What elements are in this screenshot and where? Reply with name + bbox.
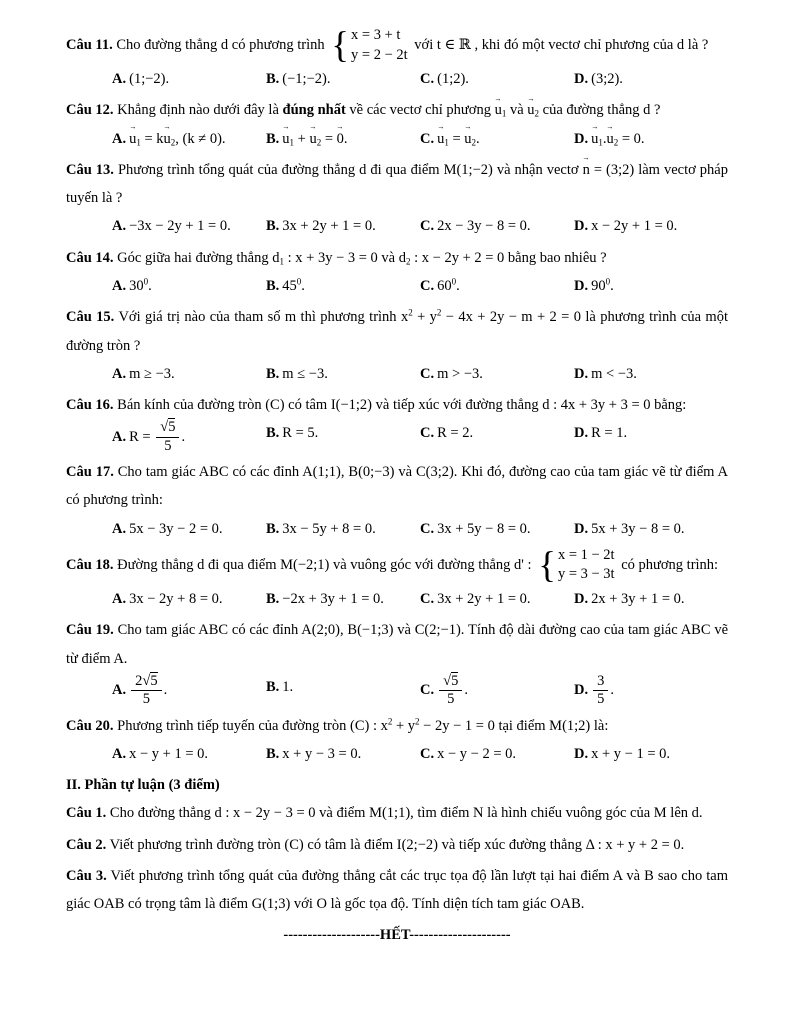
option-label: B.	[266, 218, 280, 235]
question-13-text: Phương trình tổng quát của đường thẳng d đi qua điểm M(1;−2) và nhận vectơ n → = (3;2) làm vectơ pháp tuyến là ?	[66, 162, 728, 206]
question-18-option-a	[112, 585, 266, 613]
question-11-option-d	[574, 65, 728, 93]
option-label: C.	[420, 71, 435, 88]
question-17-option-b	[266, 515, 420, 543]
option-text: R = 1.	[591, 425, 628, 442]
option-text: R = 5.	[282, 425, 319, 442]
option-label: D.	[574, 277, 589, 294]
option-text: (−1;−2).	[282, 71, 331, 88]
question-17-text: Cho tam giác ABC có các đỉnh A(1;1), B(0;−3) và C(3;2). Khi đó, đường cao của tam giác vẽ từ điểm A có phương trình:	[66, 464, 728, 509]
question-20-text: Phương trình tiếp tuyến của đường tròn (C) : $x^2 + y^2 - 2y - 1 = 0$ tại điểm M(1;2) là:	[117, 716, 609, 734]
essay-3-text: Viết phương trình tổng quát của đường thẳng cắt các trục tọa độ lần lượt tại hai điểm A và B sao cho tam giác OAB có trọng tâm là điểm G(1;3) với O là gốc tọa độ. Tính diện tích tam giác OAB.	[66, 867, 729, 913]
question-16-option-a	[112, 419, 266, 455]
question-14-options	[66, 272, 728, 300]
option-text: 1.	[282, 678, 294, 695]
option-text: m < −3.	[591, 365, 637, 382]
option-text: $\frac{2√5}{5}$ .	[129, 682, 167, 698]
question-15-option-c	[420, 360, 574, 388]
option-label: C.	[420, 218, 435, 235]
essay-2-label: Câu 2.	[66, 836, 107, 853]
essay-3	[66, 862, 728, 919]
question-16-options	[66, 419, 728, 455]
question-11-stem	[66, 26, 728, 65]
question-14-text: Góc giữa hai đường thẳng $d_1$ : x + 3y − 3 = 0 và $d_2$ : x − 2y + 2 = 0 bằng bao nhiêu ?	[117, 249, 607, 267]
question-15-option-b	[266, 360, 420, 388]
option-label: C.	[420, 745, 435, 762]
option-label: B.	[266, 745, 280, 762]
option-label: A.	[112, 428, 127, 445]
option-label: D.	[574, 591, 589, 608]
option-text: (3;2).	[591, 71, 623, 88]
question-14-option-c	[420, 272, 574, 300]
option-label: D.	[574, 130, 589, 147]
section-2-heading: II. Phần tự luận (3 điểm)	[66, 777, 220, 794]
option-text: (1;−2).	[129, 71, 170, 88]
question-16-option-b	[266, 419, 420, 447]
option-label: D.	[574, 745, 589, 762]
option-label: C.	[420, 425, 435, 442]
question-14	[66, 244, 728, 301]
question-11	[66, 26, 728, 93]
question-11-option-b	[266, 65, 420, 93]
question-17-label: Câu 17.	[66, 464, 114, 481]
option-label: A.	[112, 130, 127, 147]
question-11-options	[66, 65, 728, 93]
question-20-options	[66, 740, 728, 768]
question-16-label: Câu 16.	[66, 397, 114, 414]
question-20-option-c	[420, 740, 574, 768]
option-label: C.	[420, 520, 435, 537]
option-text: 3x − 2y + 8 = 0.	[129, 591, 223, 608]
question-15-option-d	[574, 360, 728, 388]
essay-1-label: Câu 1.	[66, 805, 107, 822]
option-text: −2x + 3y + 1 = 0.	[282, 591, 384, 608]
question-18-option-c	[420, 585, 574, 613]
question-15-label: Câu 15.	[66, 309, 115, 326]
question-13-option-b	[266, 212, 420, 240]
option-text: m > −3.	[437, 365, 483, 382]
essay-1-text: Cho đường thẳng d : x − 2y − 3 = 0 và điểm M(1;1), tìm điểm N là hình chiếu vuông góc của M lên d.	[109, 805, 703, 822]
option-label: C.	[420, 591, 435, 608]
option-label: B.	[266, 365, 280, 382]
question-16-option-c	[420, 419, 574, 447]
question-17-option-d	[574, 515, 728, 543]
question-14-stem	[66, 244, 728, 272]
option-text: R = 2.	[437, 425, 474, 442]
question-16-option-d	[574, 419, 728, 447]
question-15-stem	[66, 303, 728, 360]
option-text: 3x + 2y + 1 = 0.	[282, 218, 376, 235]
essay-2-text: Viết phương trình đường tròn (C) có tâm là điểm I(2;−2) và tiếp xúc đường thẳng Δ : x + y + 2 = 0.	[109, 836, 685, 853]
option-text: $\frac{√5}{5}$ .	[437, 682, 468, 698]
option-label: A.	[112, 682, 127, 699]
option-text: −3x − 2y + 1 = 0.	[129, 218, 231, 235]
question-19-option-d	[574, 673, 728, 709]
question-17-stem	[66, 458, 728, 515]
question-13-stem	[66, 156, 728, 213]
option-label: A.	[112, 591, 127, 608]
question-18-stem	[66, 543, 728, 585]
option-text: 3x − 5y + 8 = 0.	[282, 520, 376, 537]
question-19-option-c	[420, 673, 574, 709]
question-18-option-d	[574, 585, 728, 613]
option-label: B.	[266, 678, 280, 695]
question-20-stem	[66, 712, 728, 740]
option-text: 3x + 2y + 1 = 0.	[437, 591, 531, 608]
question-12	[66, 96, 728, 153]
question-15-text: Với giá trị nào của tham số m thì phương trình $x^2 + y^2 - 4x + 2y - m + 2 = 0$ là phương trình của một đường tròn ?	[66, 307, 728, 354]
question-18-label: Câu 18.	[66, 556, 114, 573]
option-text: $30^0$.	[129, 276, 152, 294]
question-11-option-c	[420, 65, 574, 93]
option-label: B.	[266, 425, 280, 442]
question-14-option-a	[112, 272, 266, 300]
option-label: D.	[574, 520, 589, 537]
question-12-text: Khẳng định nào dưới đây là đúng nhất về các vectơ chỉ phương $u \to_1$ và $u \to_2$ của đường thẳng d ?	[117, 102, 660, 118]
essay-2	[66, 831, 728, 859]
option-label: D.	[574, 425, 589, 442]
question-13-option-d	[574, 212, 728, 240]
question-13	[66, 156, 728, 241]
question-20-option-b	[266, 740, 420, 768]
option-label: B.	[266, 591, 280, 608]
option-text: 3x + 5y − 8 = 0.	[437, 520, 531, 537]
option-label: A.	[112, 520, 127, 537]
question-18-options	[66, 585, 728, 613]
essay-1	[66, 799, 728, 827]
question-13-label: Câu 13.	[66, 161, 114, 178]
question-11-option-a	[112, 65, 266, 93]
option-text: 5x − 3y − 2 = 0.	[129, 520, 223, 537]
question-15-options	[66, 360, 728, 388]
question-19-text: Cho tam giác ABC có các đỉnh A(2;0), B(−1;3) và C(2;−1). Tính độ dài đường cao của tam giác ABC vẽ từ điểm A.	[66, 622, 729, 667]
option-text: 5x + 3y − 8 = 0.	[591, 520, 685, 537]
option-label: D.	[574, 71, 589, 88]
question-20-label: Câu 20.	[66, 717, 114, 734]
question-12-label: Câu 12.	[66, 102, 114, 119]
option-text: x − 2y + 1 = 0.	[591, 218, 678, 235]
question-19-option-b	[266, 673, 420, 701]
question-13-option-c	[420, 212, 574, 240]
question-19	[66, 616, 728, 708]
option-label: B.	[266, 130, 280, 147]
option-text: $u \to_1 + u \to_2 = 0$ →.	[282, 131, 347, 147]
question-20-option-a	[112, 740, 266, 768]
option-label: D.	[574, 218, 589, 235]
question-17-option-c	[420, 515, 574, 543]
option-text: (1;2).	[437, 71, 469, 88]
option-label: A.	[112, 218, 127, 235]
question-18-text: Đường thẳng d đi qua điểm M(−2;1) và vuông góc với đường thẳng d' : { x = 1 − 2t y = 3 − 3t có phương trình:	[117, 543, 719, 585]
option-text: 2x − 3y − 8 = 0.	[437, 218, 531, 235]
option-text: $u \to_1$ = ku $\to_2$, (k ≠ 0).	[129, 131, 225, 147]
option-text: $45^0$.	[282, 276, 305, 294]
option-label: B.	[266, 277, 280, 294]
option-label: C.	[420, 365, 435, 382]
option-text: $60^0$.	[437, 276, 460, 294]
option-text: m ≥ −3.	[129, 365, 175, 382]
option-text: x + y − 1 = 0.	[591, 745, 671, 762]
end-marker: --------------------HẾT---------------------	[283, 927, 511, 944]
option-label: A.	[112, 365, 127, 382]
option-label: B.	[266, 71, 280, 88]
option-text: $u \to_1 = u \to_2$.	[437, 131, 480, 147]
question-15-option-a	[112, 360, 266, 388]
option-label: A.	[112, 71, 127, 88]
option-label: C.	[420, 130, 435, 147]
essay-3-label: Câu 3.	[66, 867, 107, 884]
question-12-option-d	[574, 125, 728, 153]
option-label: A.	[112, 277, 127, 294]
question-19-options	[66, 673, 728, 709]
question-16-text: Bán kính của đường tròn (C) có tâm I(−1;2) và tiếp xúc với đường thẳng d : 4x + 3y + 3 = 0 bằng:	[117, 397, 687, 414]
option-text: $\frac{3}{5}$ .	[591, 682, 614, 698]
question-12-option-c	[420, 125, 574, 153]
question-13-option-a	[112, 212, 266, 240]
option-text: x − y + 1 = 0.	[129, 745, 209, 762]
question-17	[66, 458, 728, 543]
question-14-option-b	[266, 272, 420, 300]
option-label: C.	[420, 682, 435, 699]
option-label: C.	[420, 277, 435, 294]
option-text: $90^0$.	[591, 276, 614, 294]
question-17-option-a	[112, 515, 266, 543]
question-13-options	[66, 212, 728, 240]
question-15	[66, 303, 728, 388]
option-text: R = $\frac{√5}{5}$ .	[129, 419, 186, 454]
question-20-option-d	[574, 740, 728, 768]
question-18-option-b	[266, 585, 420, 613]
option-label: D.	[574, 682, 589, 699]
option-text: 2x + 3y + 1 = 0.	[591, 591, 685, 608]
question-14-label: Câu 14.	[66, 249, 114, 266]
question-20	[66, 712, 728, 769]
option-text: x + y − 3 = 0.	[282, 745, 362, 762]
option-text: m ≤ −3.	[282, 365, 328, 382]
question-19-option-a	[112, 673, 266, 709]
option-label: D.	[574, 365, 589, 382]
question-12-options	[66, 125, 728, 153]
option-label: A.	[112, 745, 127, 762]
question-17-options	[66, 515, 728, 543]
question-12-option-b	[266, 125, 420, 153]
option-text: $u \to_1.u \to_2 = 0$.	[591, 131, 644, 147]
question-19-label: Câu 19.	[66, 622, 114, 639]
question-16-stem	[66, 391, 728, 419]
option-label: B.	[266, 520, 280, 537]
question-11-label: Câu 11.	[66, 36, 113, 53]
question-14-option-d	[574, 272, 728, 300]
question-16	[66, 391, 728, 455]
question-18	[66, 543, 728, 613]
question-11-text: Cho đường thẳng d có phương trình { x = 3 + t y = 2 − 2t với t ∈ ℝ , khi đó một vectơ chỉ phương của d là ?	[116, 24, 709, 66]
question-12-option-a	[112, 125, 266, 153]
question-19-stem	[66, 616, 728, 673]
option-text: x − y − 2 = 0.	[437, 745, 517, 762]
